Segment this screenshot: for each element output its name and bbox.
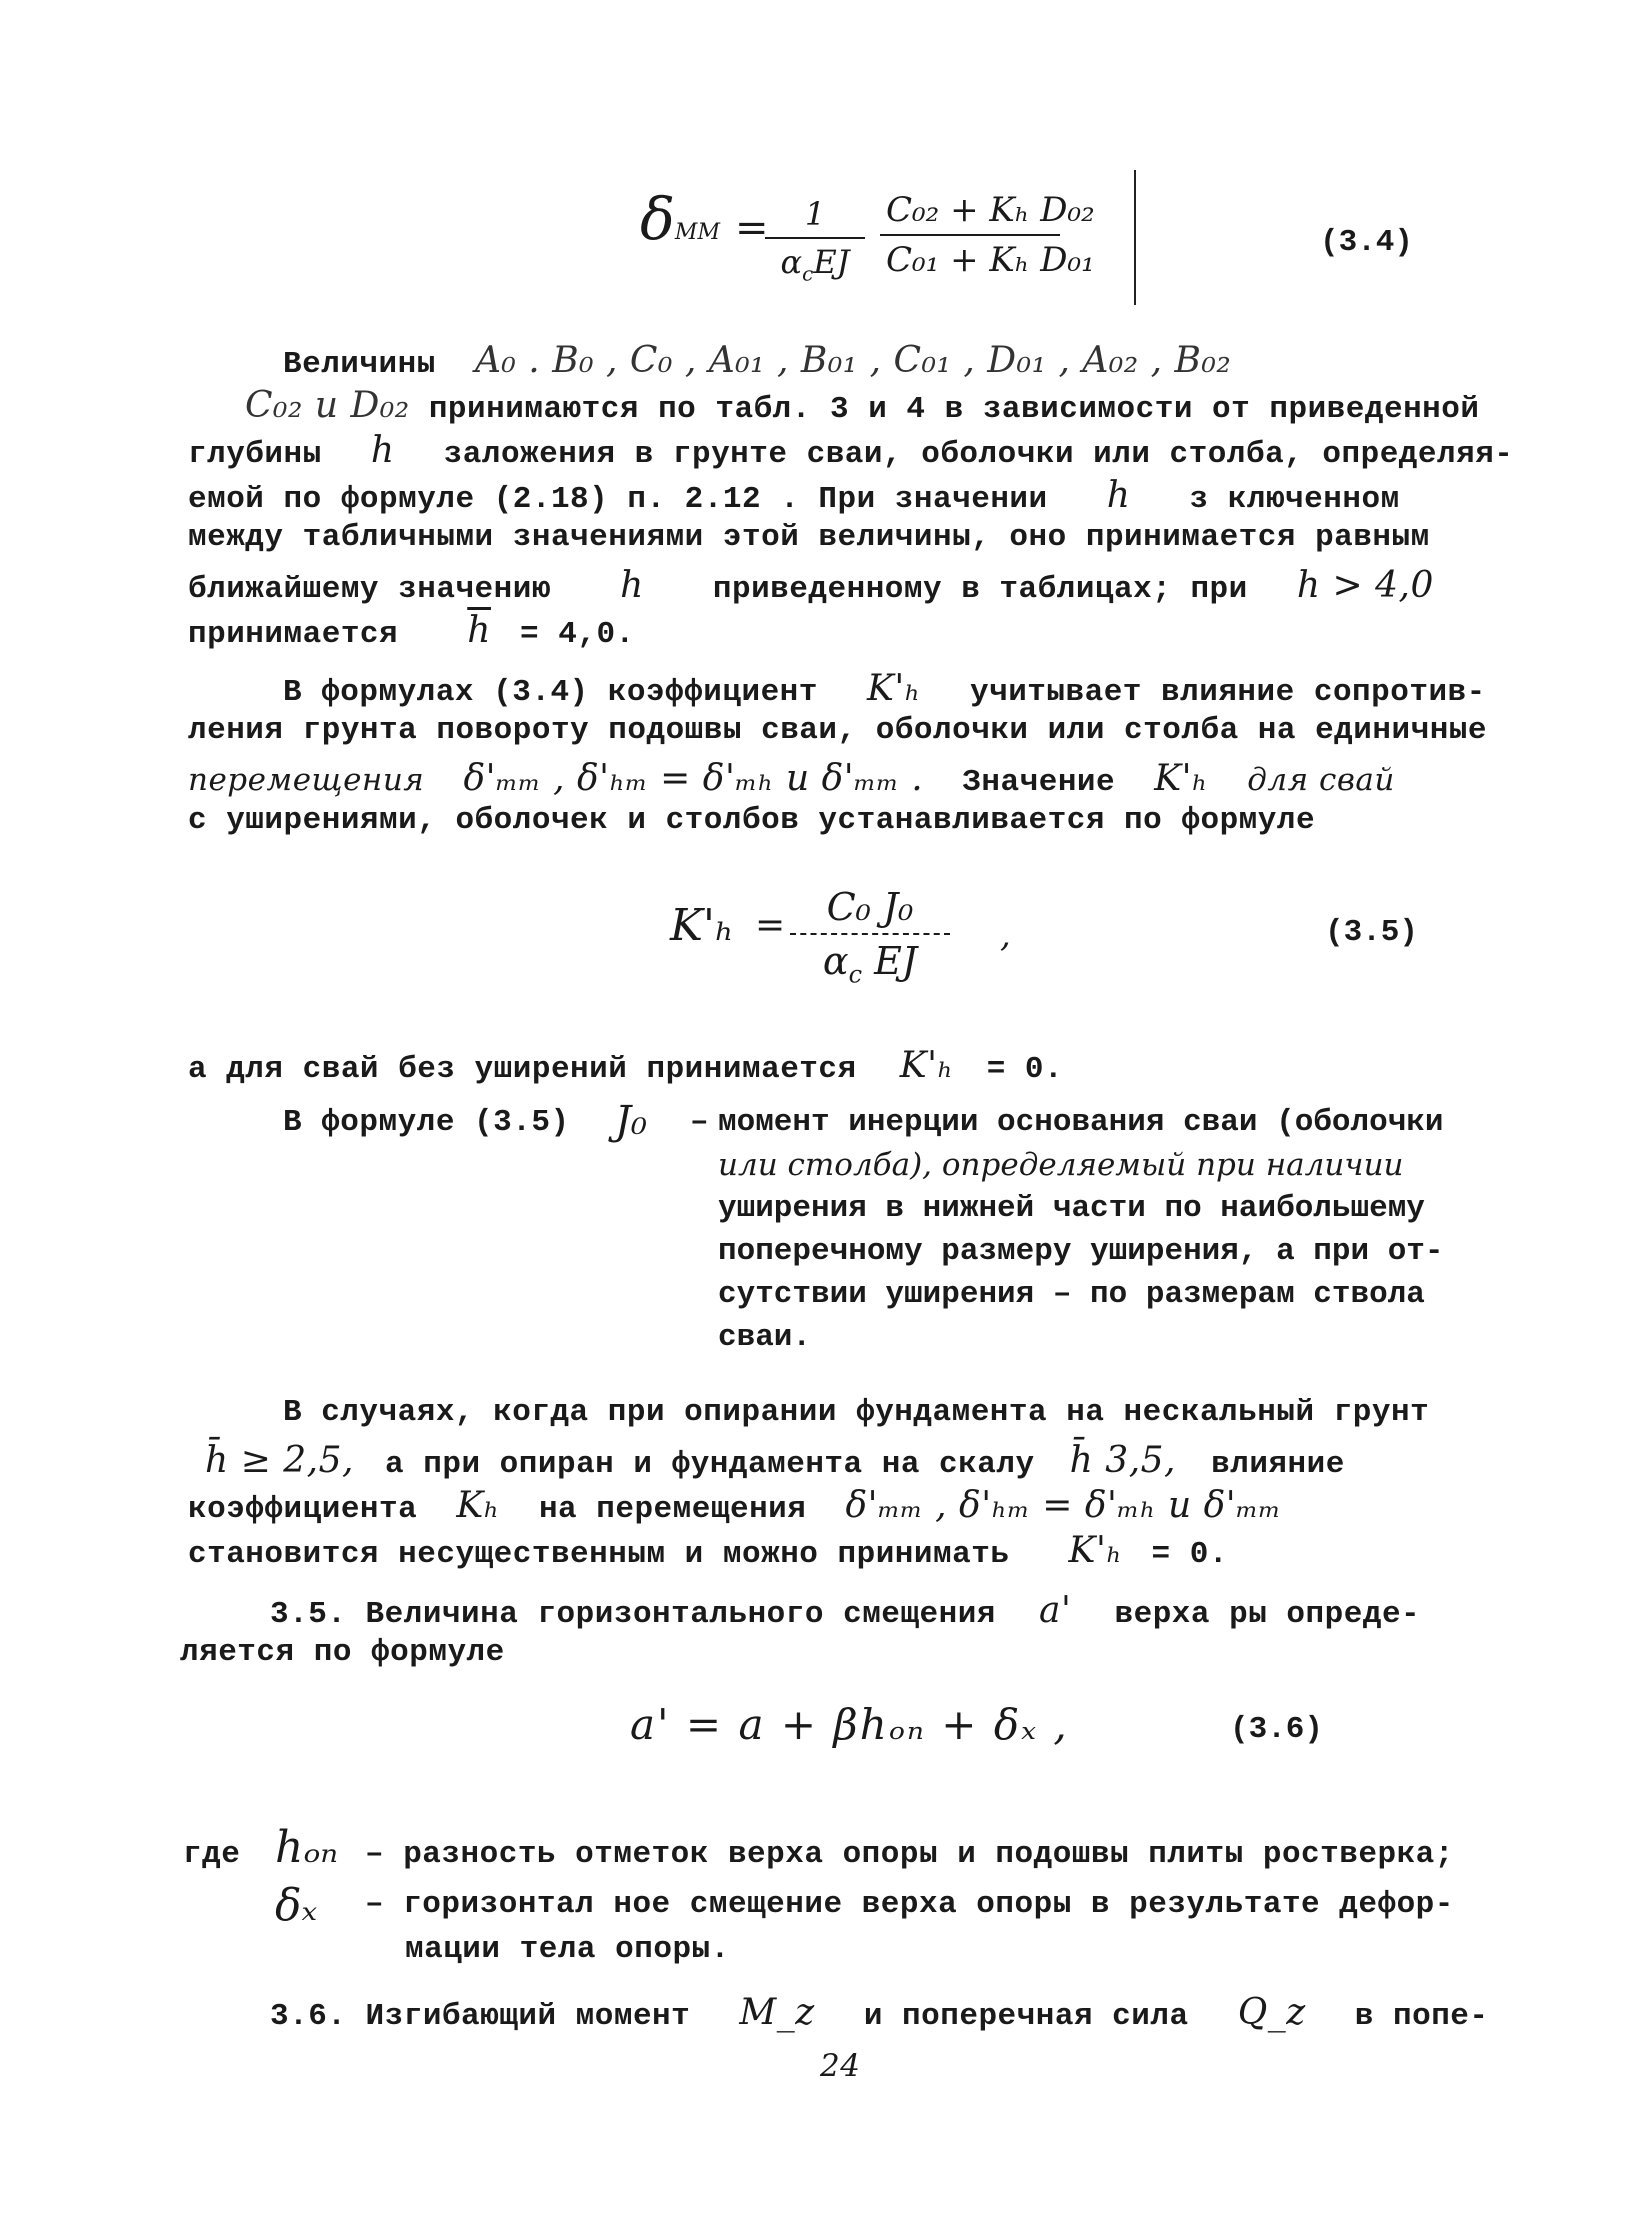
p4-definition-block [718,1101,1444,1359]
p4-def-line-1: момент инерции основания сваи (оболочки [718,1105,1444,1140]
eq35-comma: , [1000,915,1011,955]
p1-line-3: глубины h заложения в грунте сваи, оболочки или столба, определяя- [188,430,1514,472]
eq35-numerator: C₀ J₀ [790,885,950,935]
eq36-number: (3.6) [1230,1712,1324,1747]
p6-line-2: ляется по формуле [180,1635,505,1670]
eq34-f1-numerator: 1 [765,195,865,239]
eq36-body: a' = a + βhₒₙ + δₓ , [630,1700,1069,1749]
p2-line-1: В формулах (3.4) коэффициент K'ₕ учитывает влияние сопротив- [283,668,1486,710]
eq35-fraction [790,885,950,989]
p1-line-1: Величины A₀ . B₀ , C₀ , A₀₁ , B₀₁ , C₀₁ , D₀₁ , A₀₂ , B₀₂ [283,340,1232,382]
p3-line-1: а для свай без уширений принимается K'ₕ = 0. [188,1045,1064,1087]
p5-line-2: h̄ ≥ 2,5, а при опиран и фундамента на скалу h̄ 3,5, влияние [205,1440,1345,1482]
where-item2-text-2: мации тела опоры. [405,1932,730,1967]
p1-line-5: между табличными значениями этой величины, оно принимается равным [188,520,1430,555]
p4-lead: В формуле (3.5) [283,1105,570,1140]
p1-line-2: C₀₂ и D₀₂ принимаются по табл. 3 и 4 в зависимости от приведенной [245,385,1480,427]
p2-line-4: с уширениями, оболочек и столбов устанавливается по формуле [188,803,1316,838]
p6-line-1: 3.5. Величина горизонтального смещения a' верха ры опреде- [270,1590,1421,1632]
eq34-number: (3.4) [1320,225,1414,260]
where-item2-symbol: δₓ [275,1880,318,1931]
p5-line-4: становится несущественным и можно принимать K'ₕ = 0. [188,1530,1228,1572]
where-item1-text: – разность отметок верха опоры и подошвы плиты ростверка; [365,1837,1454,1872]
p4-def-line-2: или столба), определяемый при наличии [718,1147,1404,1183]
p4-def-line-3: уширения в нижней части по наибольшему [718,1191,1425,1226]
p4-def-line-6: сваи. [718,1320,812,1355]
p5-line-3: коэффициента Kₕ на перемещения δ'ₘₘ , δ'ₕₘ = δ'ₘₕ и δ'ₘₘ [188,1485,1282,1527]
p7-line-1: 3.6. Изгибающий момент M_z и поперечная сила Q_z в попе- [270,1992,1489,2034]
p4-def-line-4: поперечному размеру уширения, а при от- [718,1234,1444,1269]
eq34-margin-bar [1134,170,1136,305]
eq35-lhs: K'ₕ [670,900,735,951]
eq35-number: (3.5) [1325,915,1419,950]
where-item1-symbol: hₒₙ [275,1822,339,1873]
p1-line-7: принимается $\overline{h} = 4,0$. [188,610,635,652]
p4-dash: – [690,1105,710,1140]
p2-line-3: перемещения δ'ₘₘ , δ'ₕₘ = δ'ₘₕ и δ'ₘₘ . Значение K'ₕ для свай [188,758,1395,800]
p5-line-1: В случаях, когда при опирании фундамента на нескальный грунт [283,1395,1430,1430]
eq35-equals: = [755,905,786,946]
p1-line-6: ближайшему значению h приведенному в таблицах; при h > 4,0 [188,565,1434,607]
eq34-fraction-1 [765,195,865,285]
eq34-fraction-2 [880,190,1095,280]
page-number: 24 [820,2048,861,2084]
where-item2-text-1: – горизонтал ное смещение верха опоры в результате дефор- [365,1887,1454,1922]
where-label: где [183,1837,241,1872]
eq34-f2-numerator: C₀₂ + Kₕ D₀₂ [880,190,1060,236]
p2-line-2: ления грунта повороту подошвы сваи, оболочки или столба на единичные [188,713,1488,748]
eq35-denominator: $\alpha_c$ EJ [822,939,918,989]
p4-def-line-5: сутствии уширения – по размерам ствола [718,1277,1425,1312]
p1-line-4: емой по формуле (2.18) п. 2.12 . При значении h з ключенном [188,475,1400,517]
eq34-f2-denominator: C₀₁ + Kₕ D₀₁ [886,240,1095,280]
p4-symbol: J₀ [615,1098,648,1144]
eq34-f1-denominator: $\alpha_cEJ$ [780,243,850,286]
eq34-equals: = [735,205,769,251]
eq34-lhs: δMM [640,185,720,253]
